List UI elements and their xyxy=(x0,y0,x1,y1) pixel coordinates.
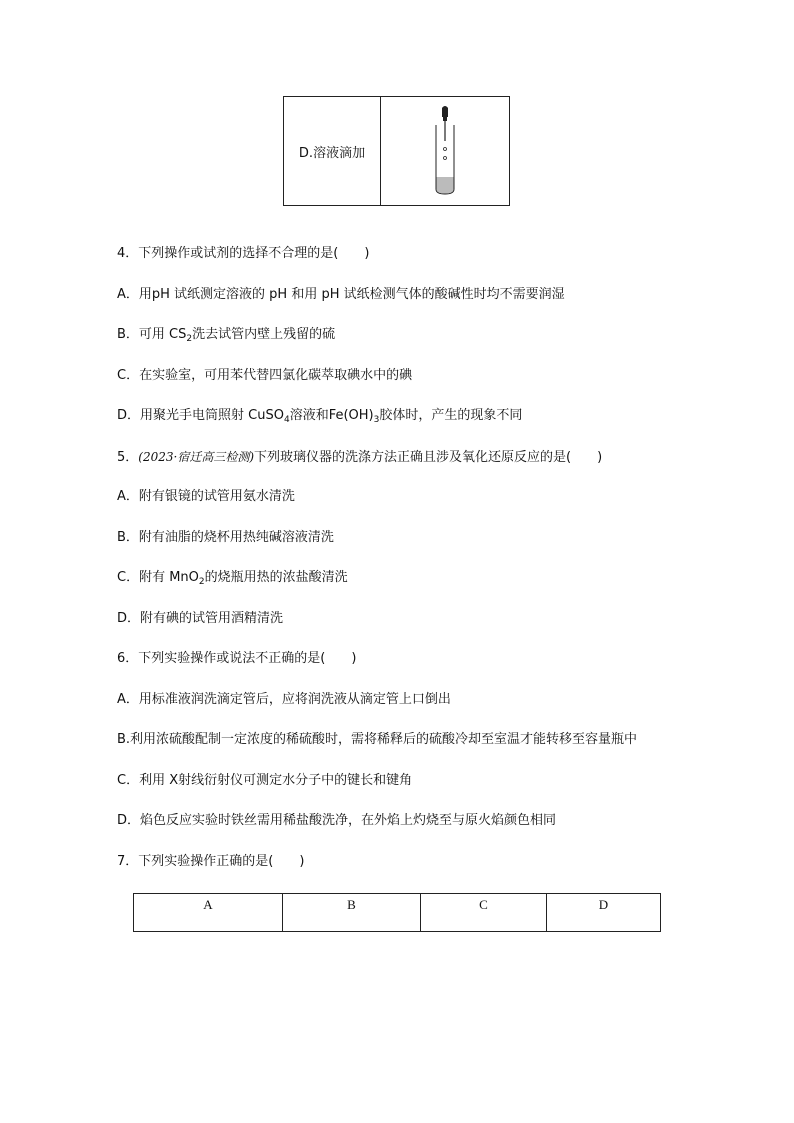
question-5-option-a: A．附有银镜的试管用氨水清洗 xyxy=(117,489,295,504)
question-6-stem: 6．下列实验操作或说法不正确的是( ) xyxy=(117,651,357,666)
options-table-header-a: A xyxy=(134,894,283,931)
question-4-option-a: A．用pH 试纸测定溶液的 pH 和用 pH 试纸检测气体的酸碱性时均不需要润湿 xyxy=(117,287,565,302)
question-5-option-d: D．附有碘的试管用酒精清洗 xyxy=(117,611,284,626)
options-table-header-c: C xyxy=(421,894,547,931)
test-tube-dropper-icon xyxy=(430,105,460,197)
question-6-option-c: C．利用 X射线衍射仪可测定水分子中的键长和键角 xyxy=(117,773,413,788)
question-6-option-d: D．焰色反应实验时铁丝需用稀盐酸洗净，在外焰上灼烧至与原火焰颜色相同 xyxy=(117,813,557,828)
question-4-stem: 4．下列操作或试剂的选择不合理的是( ) xyxy=(117,246,370,261)
question-7-stem: 7．下列实验操作正确的是( ) xyxy=(117,854,305,869)
apparatus-image-cell xyxy=(381,97,509,205)
question-6-option-b: B.利用浓硫酸配制一定浓度的稀硫酸时，需将稀释后的硫酸冷却至室温才能转移至容量瓶中 xyxy=(117,732,638,747)
question-6-option-a: A．用标准液润洗滴定管后，应将润洗液从滴定管上口倒出 xyxy=(117,692,451,707)
question-4-option-d: D．用聚光手电筒照射 CuSO$_4$溶液和$Fe(OH)_3$胶体时，产生的现象不同 xyxy=(117,408,523,425)
question-5-source: (2023·宿迁高三检测) xyxy=(138,450,254,464)
question-5-option-c: C．附有 MnO$_2$的烧瓶用热的浓盐酸清洗 xyxy=(117,570,348,587)
options-table-header-d: D xyxy=(598,897,609,912)
question-5-stem: 5．(2023·宿迁高三检测)下列玻璃仪器的洗涤方法正确且涉及氧化还原反应的是( ) xyxy=(117,450,603,465)
question-5-option-b: B．附有油脂的烧杯用热纯碱溶液清洗 xyxy=(117,530,334,545)
options-table-header-b: B xyxy=(283,894,421,931)
options-table xyxy=(133,893,661,932)
question-4-option-c: C．在实验室，可用苯代替四氯化碳萃取碘水中的碘 xyxy=(117,368,413,383)
apparatus-label: D.溶液滴加 xyxy=(284,97,381,205)
apparatus-table xyxy=(283,96,510,206)
question-4-option-b: B．可用 $CS_2$洗去试管内壁上残留的硫 xyxy=(117,327,336,344)
